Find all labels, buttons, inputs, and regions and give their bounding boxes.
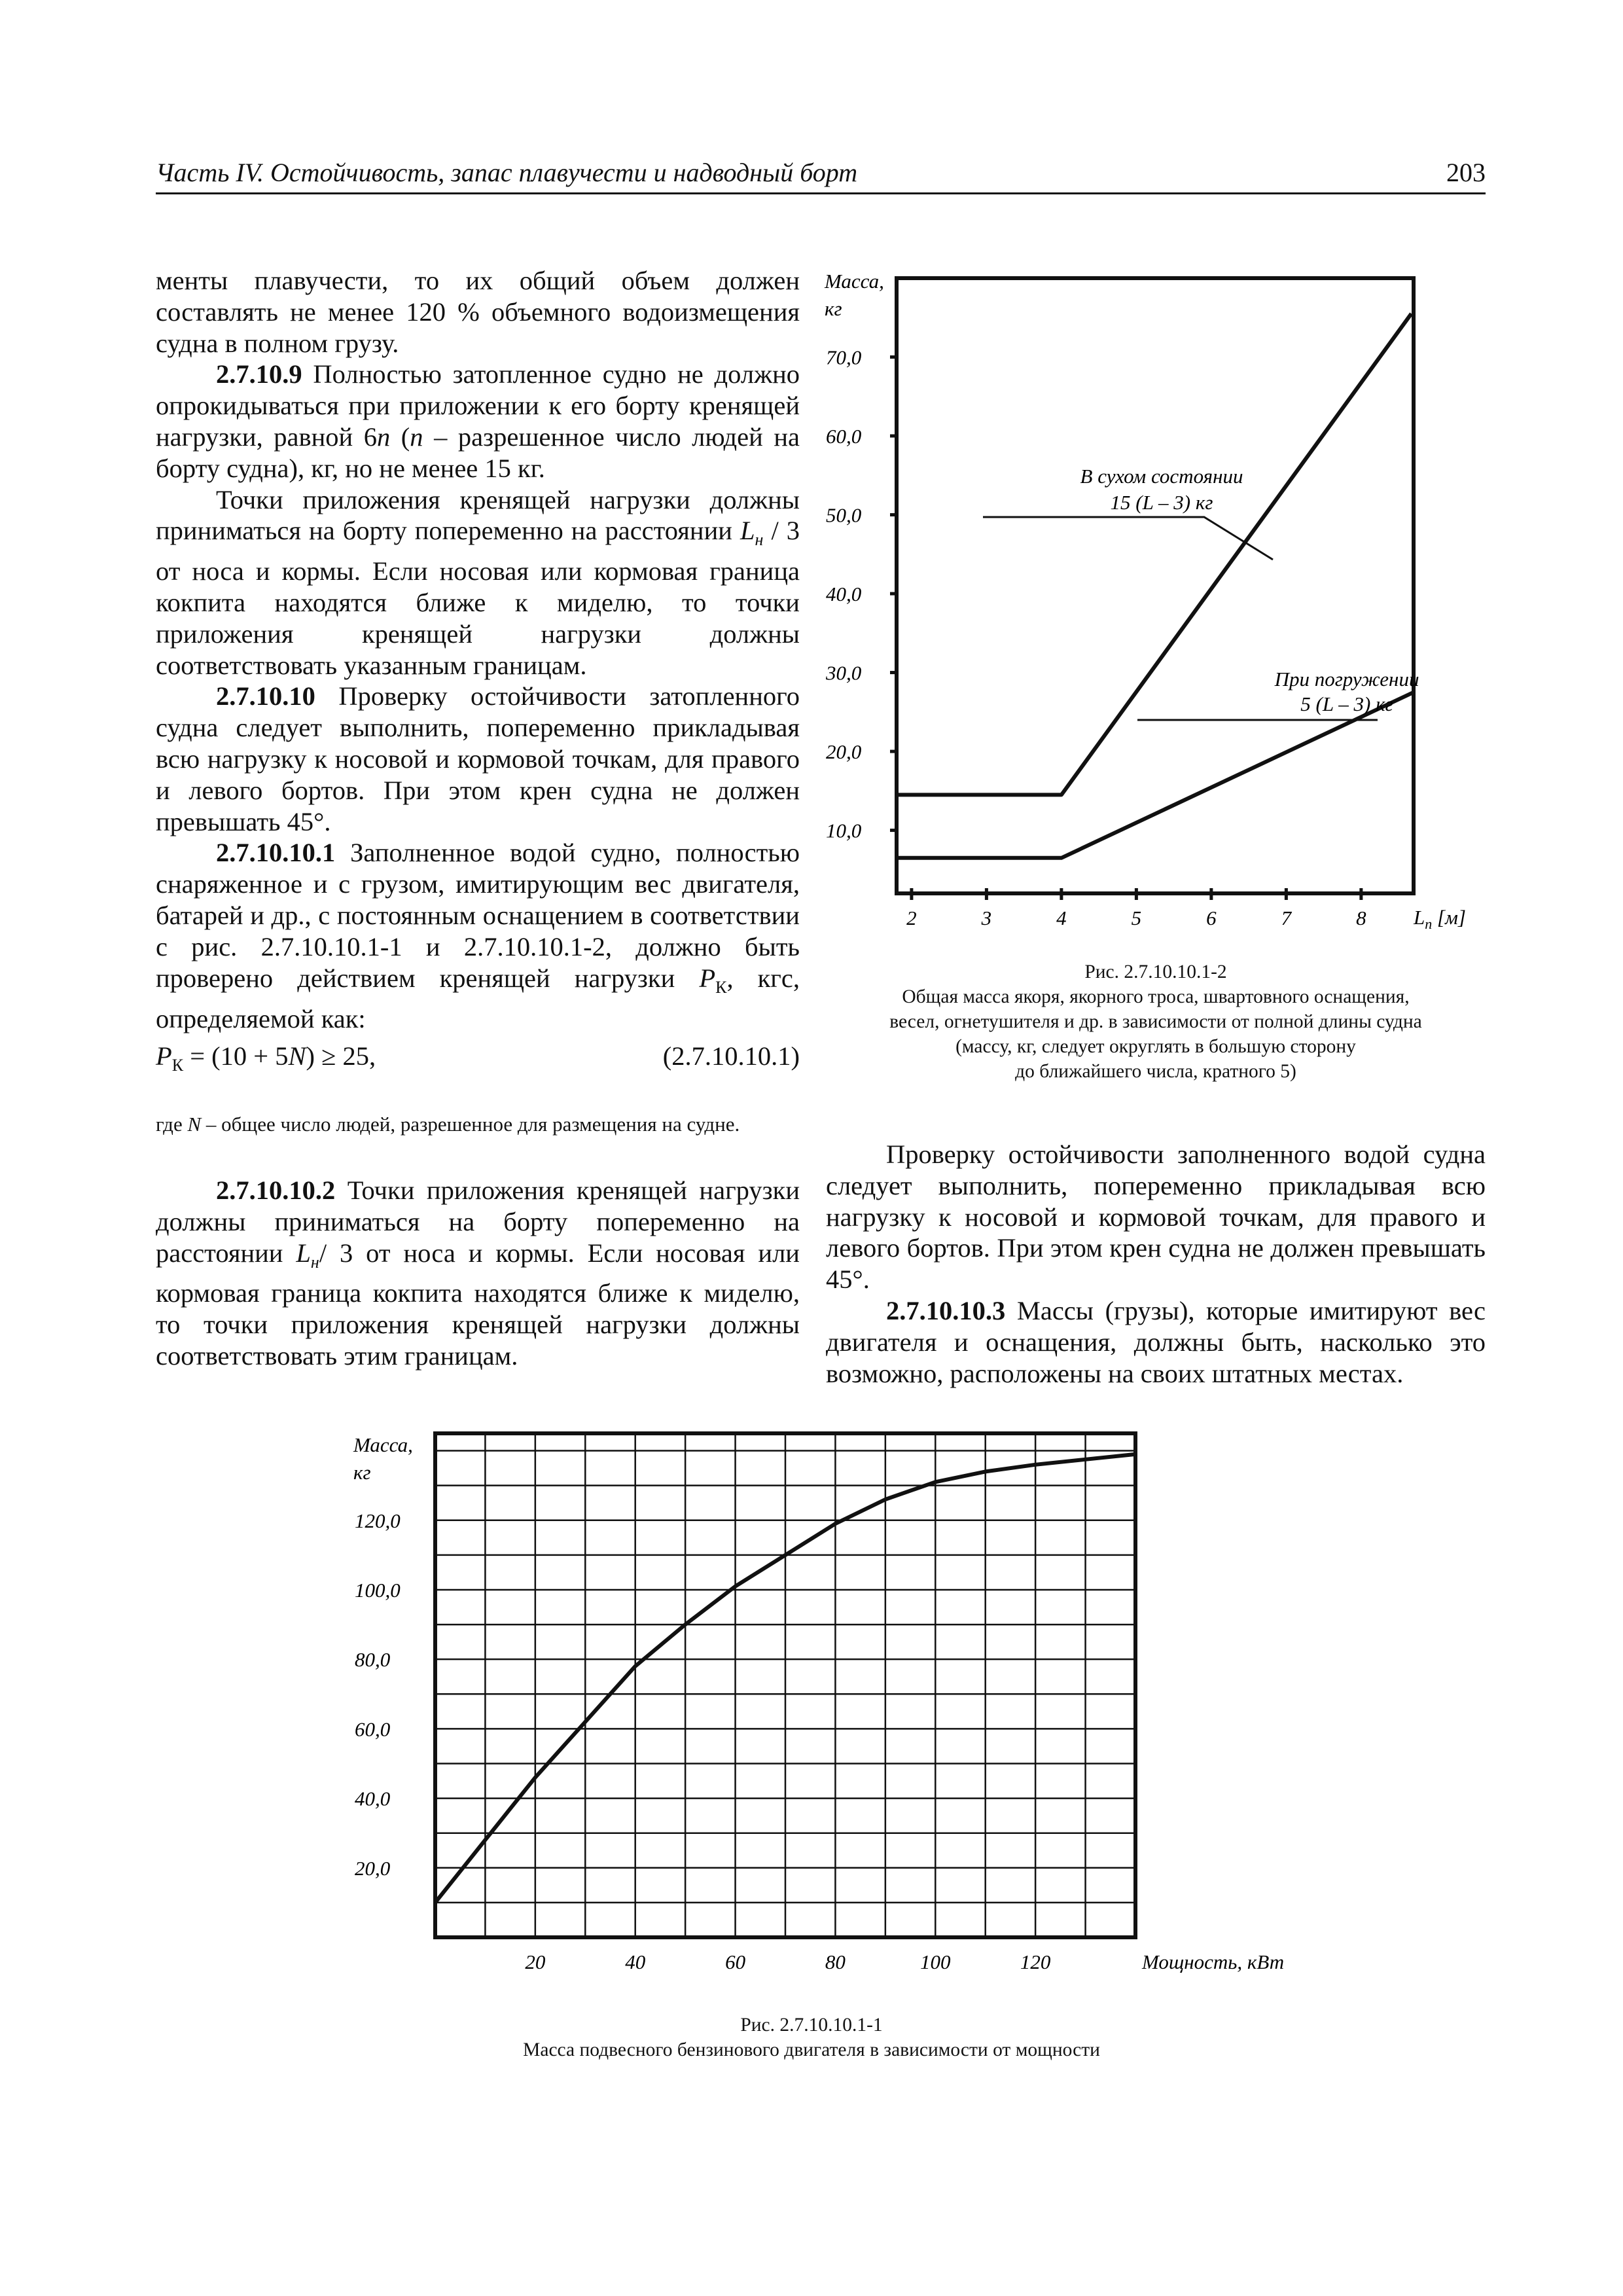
subscript: н	[310, 1252, 319, 1272]
chart1-y-tick-label: 60,0	[355, 1717, 391, 1741]
paragraph-continued: менты плавучести, то их общий объем должен составлять не менее 120 % объемного водоизмещения судна в полном грузу.	[156, 266, 800, 358]
chart1-ylabel-line2: кг	[353, 1461, 371, 1484]
section-number: 2.7.10.10.3	[886, 1295, 1006, 1325]
chart2-y-tick-label: 10,0	[826, 819, 862, 842]
chart2-annotation2-line2: 5 (L – 3) кг	[1300, 692, 1393, 715]
chart1-y-tick-label: 20,0	[355, 1856, 391, 1880]
chart2-y-tick-label: 20,0	[826, 740, 862, 764]
chart1-xlabel: Мощность, кВт	[1142, 1950, 1285, 1973]
paragraph-2-7-10-10-3	[826, 1295, 1486, 1389]
chart1-x-tick-label: 60	[725, 1950, 746, 1973]
chart1-x-tick-label: 40	[625, 1950, 646, 1973]
paragraph-text: Точки приложения кренящей нагрузки должны приниматься на борту попеременно на расстоянии	[156, 1175, 800, 1268]
paragraph-2-7-10-10-2	[156, 1175, 800, 1372]
paragraph-text: , кгс, определяемой как:	[156, 963, 800, 1033]
chart2-y-tick-label: 60,0	[826, 425, 862, 448]
chart2-annotation1-leader	[983, 517, 1273, 560]
formula-legend	[156, 1113, 800, 1136]
formula-var-P: P	[156, 1041, 172, 1071]
chart2-xlabel-unit: [м]	[1432, 906, 1466, 929]
left-column	[156, 265, 800, 1034]
running-header-title: Часть IV. Остойчивость, запас плавучести и надводный борт	[156, 158, 858, 187]
paragraph-text: / 3 от носа и кормы. Если носовая или кормовая граница кокпита находятся ближе к миделю, то точки приложения кренящей нагрузки должны соответствовать этим границам.	[156, 1238, 800, 1371]
var-N: N	[187, 1113, 202, 1136]
chart1-y-tick-label: 80,0	[355, 1648, 391, 1672]
chart2-y-tick-label: 70,0	[826, 346, 862, 369]
paragraph-text: Проверку остойчивости затопленного судна следует выполнить, попеременно прикладывая всю нагрузку к носовой и кормовой точкам, для правого и левого бортов. При этом крен судна не должен превышать 45°.	[156, 681, 800, 836]
chart2-y-tick-label: 40,0	[826, 583, 862, 606]
chart2-xlabel-main: L	[1414, 906, 1425, 929]
chart1-x-tick-label: 20	[525, 1950, 546, 1973]
chart1-x-ticks	[525, 1950, 1051, 1973]
chart2-series-line-2	[897, 692, 1414, 858]
paragraph-text: / 3 от носа и кормы. Если носовая или кормовая граница кокпита находятся ближе к миделю, то точки приложения кренящей нагрузки должны соответствовать указанным границам.	[156, 516, 800, 680]
figure2-caption-line: Общая масса якоря, якорного троса, швартовного оснащения,	[902, 986, 1410, 1007]
chart1-x-tick-label: 120	[1020, 1950, 1051, 1973]
figure2-caption-line: (массу, кг, следует округлять в большую сторону	[955, 1036, 1356, 1057]
var-L: L	[740, 516, 755, 546]
where-label: где	[156, 1113, 188, 1136]
var-n: n	[410, 422, 423, 452]
chart2-x-tick-label: 4	[1056, 906, 1067, 929]
paragraph-text: (	[390, 422, 410, 452]
paragraph-check: Проверку остойчивости заполненного водой судна следует выполнить, попеременно прикладывая всю нагрузку к носовой и кормовой точкам, для правого и левого бортов. При этом крен судна не должен превышать 45°.	[826, 1139, 1486, 1295]
chart2-annotation2-line1: При погружении	[1274, 668, 1419, 691]
chart2-series	[897, 314, 1414, 858]
paragraph-points	[156, 484, 800, 681]
chart2-x-tick-label: 2	[906, 906, 917, 929]
formula-var-N: N	[288, 1041, 306, 1071]
subscript: н	[755, 530, 764, 550]
chart2-y-ticks	[825, 346, 898, 842]
chart2-annotation1-line1: В сухом состоянии	[1080, 465, 1243, 488]
chart2-xlabel-sub: п	[1425, 916, 1433, 932]
chart2-ylabel-line2: кг	[825, 297, 842, 320]
paragraph-text: Полностью затопленное судно не должно опрокидываться при приложении к его борту кренящей нагрузки, равной 6	[156, 359, 800, 452]
figure1-caption	[262, 2013, 1361, 2062]
section-number: 2.7.10.10.2	[216, 1175, 336, 1205]
subscript: К	[715, 977, 727, 997]
var-P: P	[699, 963, 716, 993]
chart1-x-tick-label: 100	[920, 1950, 951, 1973]
chart2-ylabel-line1: Масса,	[825, 270, 884, 293]
chart-engine-mass	[340, 1420, 1315, 1983]
paragraph-text: – разрешенное число людей на борту судна), кг, но не менее 15 кг.	[156, 422, 800, 483]
chart-anchor-gear-mass	[812, 262, 1492, 936]
paragraph-2-7-10-10	[156, 681, 800, 837]
chart1-grid	[435, 1433, 1135, 1937]
left-column-lower	[156, 1175, 800, 1372]
section-number: 2.7.10.9	[216, 359, 302, 389]
figure1-caption-number: Рис. 2.7.10.10.1-1	[740, 2015, 883, 2036]
paragraph-2-7-10-10-1	[156, 837, 800, 1034]
formula-body: = (10 + 5	[183, 1041, 289, 1071]
formula-subscript: К	[171, 1056, 184, 1075]
paragraph-text: Заполненное водой судно, полностью снаряженное и с грузом, имитирующим вес двигателя, батарей и др., с постоянным оснащением в соответствии с рис. 2.7.10.10.1-1 и 2.7.10.10.1-2, должно быть проверено действием кренящей нагрузки	[156, 838, 800, 993]
figure2-caption-line: до ближайшего числа, кратного 5)	[1015, 1061, 1296, 1082]
section-number: 2.7.10.10.1	[216, 838, 336, 868]
chart2-x-tick-label: 8	[1356, 906, 1366, 929]
section-number: 2.7.10.10	[216, 681, 315, 711]
figure2-caption-line: весел, огнетушителя и др. в зависимости от полной длины судна	[889, 1011, 1422, 1032]
chart1-y-tick-label: 100,0	[355, 1578, 401, 1602]
chart2-frame	[897, 278, 1414, 893]
chart2-x-tick-label: 7	[1281, 906, 1292, 929]
formula-number: (2.7.10.10.1)	[662, 1041, 800, 1071]
chart1-y-tick-label: 120,0	[355, 1509, 401, 1532]
figure1-caption-line: Масса подвесного бензинового двигателя в зависимости от мощности	[523, 2039, 1100, 2060]
chart1-y-tick-label: 40,0	[355, 1787, 391, 1810]
right-column	[826, 1139, 1486, 1389]
chart2-y-tick-label: 30,0	[826, 661, 862, 685]
formula-end: ) ≥ 25,	[306, 1041, 376, 1071]
chart2-x-tick-label: 5	[1131, 906, 1142, 929]
figure2-caption-number: Рис. 2.7.10.10.1-2	[1084, 961, 1227, 982]
var-n: n	[377, 422, 391, 452]
chart1-y-ticks	[355, 1509, 401, 1880]
chart2-x-tick-label: 6	[1206, 906, 1217, 929]
chart2-y-tick-label: 50,0	[826, 503, 862, 527]
chart2-annotation1-line2: 15 (L – 3) кг	[1110, 491, 1213, 514]
figure2-caption	[826, 960, 1486, 1084]
header-rule	[156, 192, 1486, 194]
page-number: 203	[1446, 158, 1486, 187]
paragraph-text: Точки приложения кренящей нагрузки должны приниматься на борту попеременно на расстоянии	[156, 484, 800, 546]
chart2-x-tick-label: 3	[981, 906, 992, 929]
chart2-xlabel	[1413, 906, 1466, 932]
where-text: – общее число людей, разрешенное для размещения на судне.	[201, 1113, 740, 1136]
paragraph-2-7-10-9	[156, 359, 800, 484]
formula	[156, 1041, 800, 1075]
chart1-x-tick-label: 80	[825, 1950, 846, 1973]
paragraph-text: Массы (грузы), которые имитируют вес двигателя и оснащения, должны быть, насколько это возможно, расположены на своих штатных местах.	[826, 1295, 1486, 1388]
var-L: L	[296, 1238, 311, 1268]
chart1-ylabel-line1: Масса,	[353, 1433, 413, 1456]
chart2-series-line-1	[897, 314, 1412, 795]
